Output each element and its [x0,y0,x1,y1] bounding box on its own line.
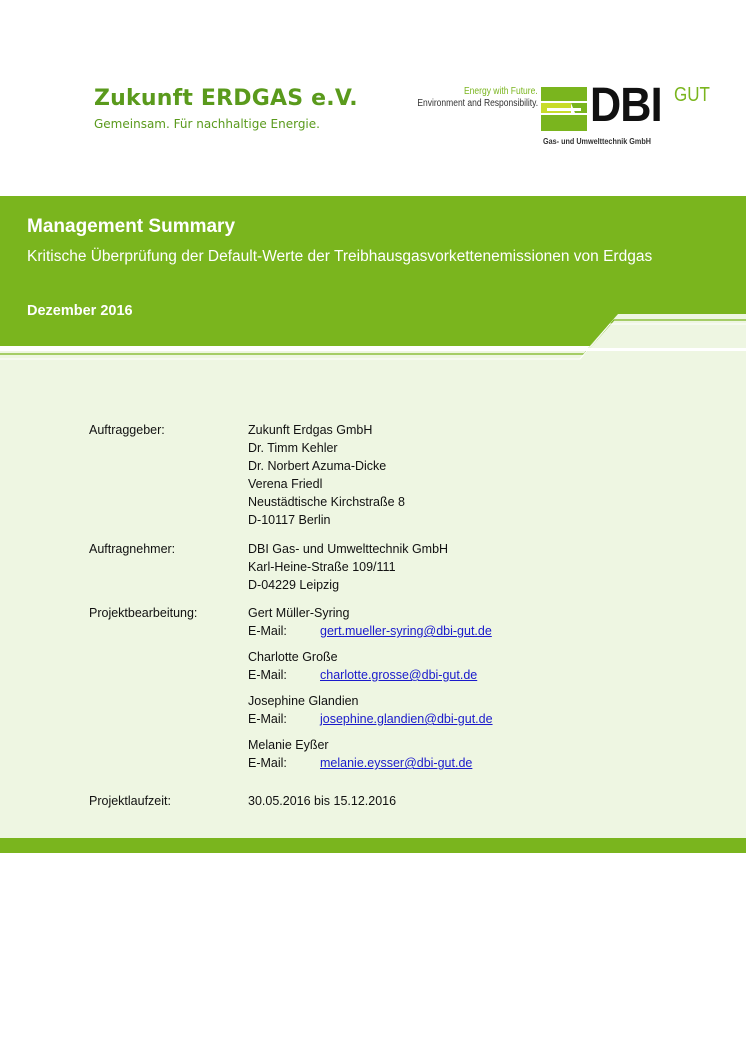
dbi-subtitle: Gas- und Umwelttechnik GmbH [543,136,651,146]
auftragnehmer-line: Karl-Heine-Straße 109/111 [248,560,396,574]
dbi-brand-suffix: GUT [674,84,710,106]
auftraggeber-line: Dr. Norbert Azuma-Dicke [248,459,387,473]
auftragnehmer-line: D-04229 Leipzig [248,578,340,592]
projektlaufzeit-value: 30.05.2016 bis 15.12.2016 [248,794,397,808]
auftraggeber-line: Verena Friedl [248,477,323,491]
email-line [248,666,493,684]
email-link[interactable]: melanie.eysser@dbi-gut.de [320,756,473,770]
page-subtitle: Kritische Überprüfung der Default-Werte der Treibhausgasvorkettenemissionen von Erdgas [27,248,653,265]
dbi-tagline-1: Energy with Future. [464,86,538,97]
email-label: E-Mail: [248,756,287,770]
email-line [248,754,493,772]
page-title: Management Summary [27,216,236,237]
projektbearbeitung-label: Projektbearbeitung: [89,606,198,620]
email-link[interactable]: gert.mueller-syring@dbi-gut.de [320,624,492,638]
report-date: Dezember 2016 [27,303,133,319]
bottom-bar [0,838,746,853]
projektbearbeitung-value [248,604,493,772]
auftraggeber-label: Auftraggeber: [89,423,165,437]
auftragnehmer-line: DBI Gas- und Umwelttechnik GmbH [248,542,449,556]
dbi-gut-logo [398,79,718,154]
email-label: E-Mail: [248,624,287,638]
zukunft-erdgas-logo [94,86,358,131]
dbi-logo-mark-icon [541,87,587,131]
email-line [248,710,493,728]
zukunft-erdgas-name: Zukunft ERDGAS e.V. [94,86,358,111]
auftraggeber-line: D-10117 Berlin [248,513,331,527]
person-name: Melanie Eyßer [248,738,329,752]
projektlaufzeit-label: Projektlaufzeit: [89,794,171,808]
dbi-tagline-2: Environment and Responsibility. [417,98,538,109]
auftraggeber-line: Neustädtische Kirchstraße 8 [248,495,406,509]
email-link[interactable]: charlotte.grosse@dbi-gut.de [320,668,478,682]
person-name: Josephine Glandien [248,694,359,708]
person-name: Gert Müller-Syring [248,606,350,620]
zukunft-erdgas-tagline: Gemeinsam. Für nachhaltige Energie. [94,117,320,131]
email-label: E-Mail: [248,712,287,726]
dbi-brand: DBI [590,79,662,132]
auftraggeber-line: Dr. Timm Kehler [248,441,338,455]
auftraggeber-value [248,421,405,529]
auftraggeber-line: Zukunft Erdgas GmbH [248,423,373,437]
email-link[interactable]: josephine.glandien@dbi-gut.de [320,712,493,726]
auftragnehmer-label: Auftragnehmer: [89,542,176,556]
header-band-swoosh [0,310,746,380]
auftragnehmer-value [248,540,448,594]
email-label: E-Mail: [248,668,287,682]
person-name: Charlotte Große [248,650,338,664]
email-line [248,622,493,640]
